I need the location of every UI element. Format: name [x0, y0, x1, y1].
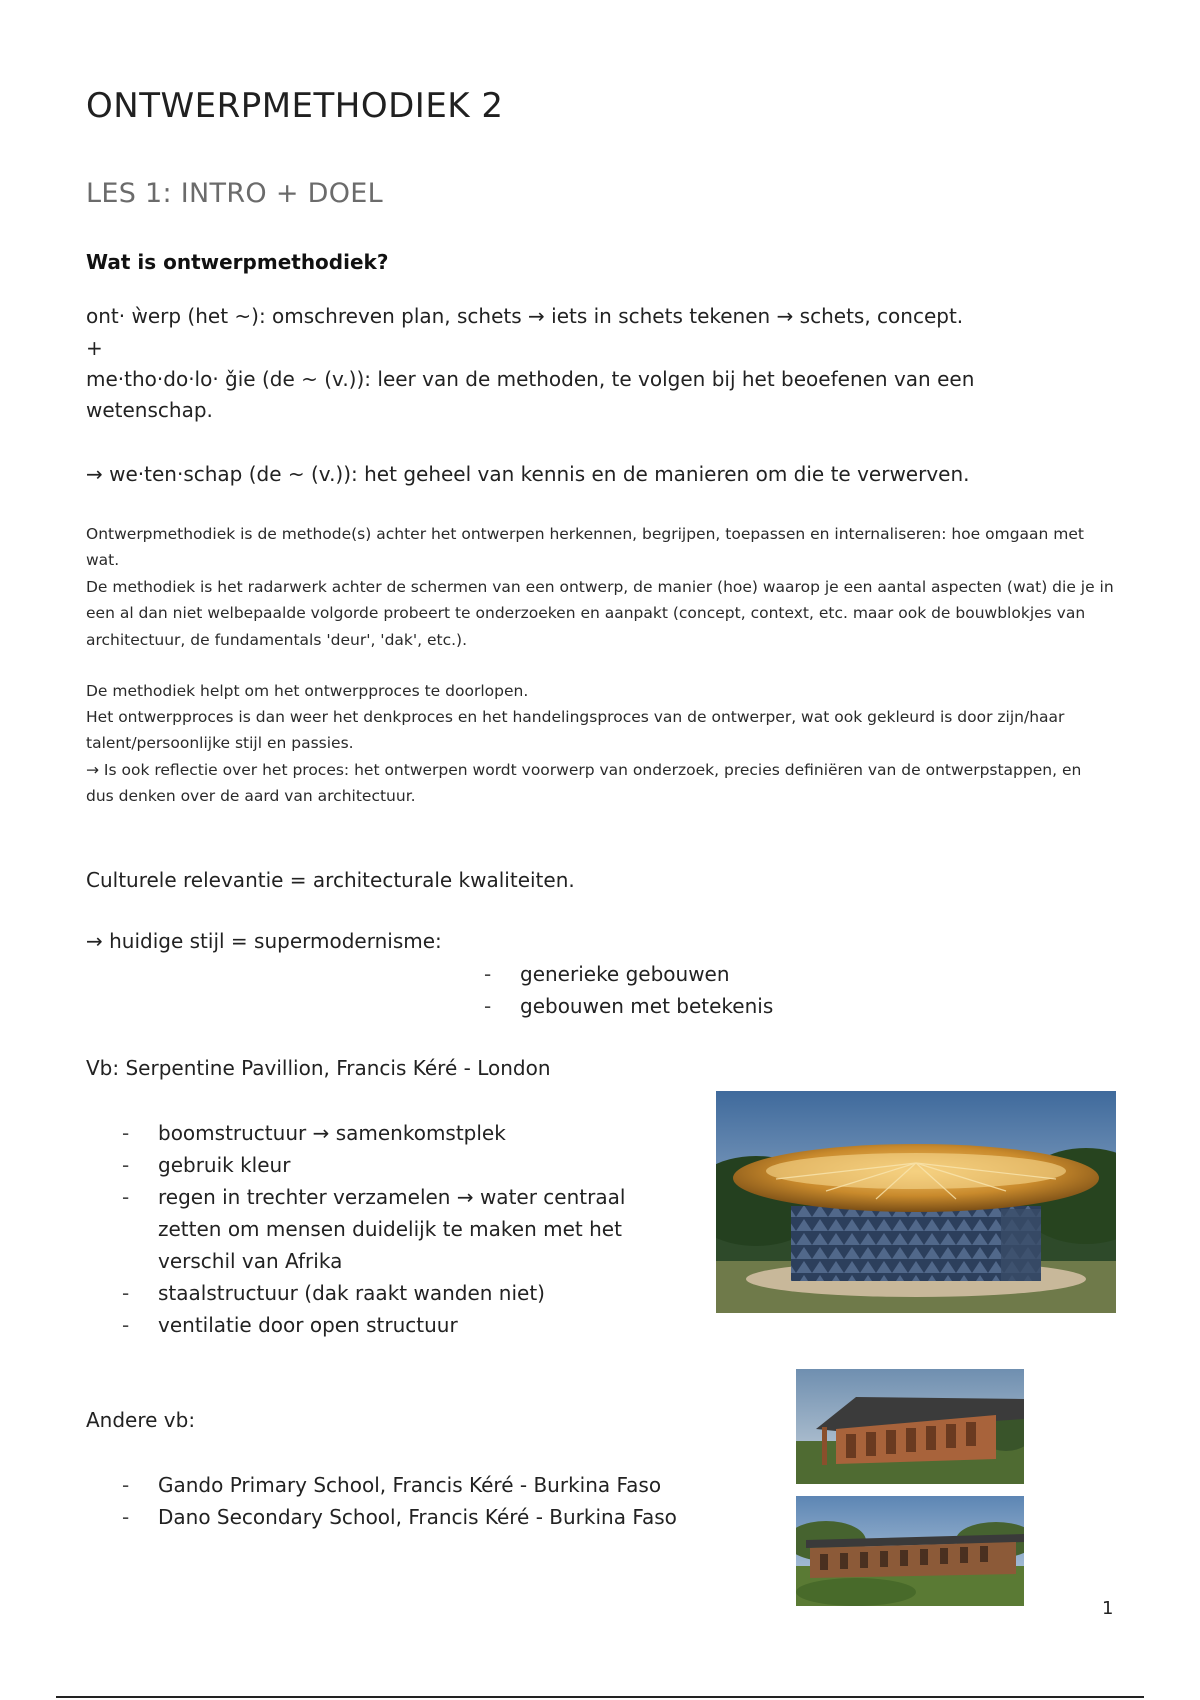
list-item: - Gando Primary School, Francis Kéré - Burkina Faso: [122, 1469, 742, 1501]
example-points-list: [122, 1117, 662, 1341]
list-item: - generieke gebouwen: [484, 958, 884, 990]
list-item: - Dano Secondary School, Francis Kéré - Burkina Faso: [122, 1501, 742, 1533]
definition-ontwerp: ont· ẁerp (het ~): omschreven plan, schets → iets in schets tekenen → schets, concept.: [86, 304, 964, 328]
dano-school-photo: [796, 1496, 1024, 1606]
definition-plus: +: [86, 336, 103, 360]
list-item: - ventilatie door open structuur: [122, 1309, 662, 1341]
page-title: ONTWERPMETHODIEK 2: [86, 86, 504, 126]
definition-wetenschap: → we·ten·schap (de ~ (v.)): het geheel van kennis en de manieren om die te verwerven.: [86, 462, 970, 486]
list-item: - staalstructuur (dak raakt wanden niet): [122, 1277, 662, 1309]
section-question: Wat is ontwerpmethodiek?: [86, 250, 389, 274]
gando-school-photo: [796, 1369, 1024, 1484]
huidige-stijl: → huidige stijl = supermodernisme:: [86, 929, 442, 953]
other-examples-list: [122, 1469, 742, 1533]
paragraph-denkproces: Het ontwerpproces is dan weer het denkproces en het handelingsproces van de ontwerper, wat ook gekleurd is door zijn/haar talent/persoonlijke stijl en passies.: [86, 708, 1065, 753]
paragraph-ontwerpproces-doorlopen: De methodiek helpt om het ontwerpproces te doorlopen.: [86, 682, 529, 700]
serpentine-pavilion-photo: [716, 1091, 1116, 1313]
example-title: Vb: Serpentine Pavillion, Francis Kéré - London: [86, 1056, 551, 1080]
stijl-list: [484, 958, 884, 1022]
paragraph-reflectie: → Is ook reflectie over het proces: het ontwerpen wordt voorwerp van onderzoek, precies definiëren van de ontwerpstappen, en dus denken over de aard van architectuur.: [86, 761, 1082, 806]
page-number: 1: [1102, 1598, 1114, 1619]
paragraph-ontwerpmethodiek: Ontwerpmethodiek is de methode(s) achter het ontwerpen herkennen, begrijpen, toepassen en internaliseren: hoe omgaan met wat.: [86, 525, 1084, 570]
list-item: - boomstructuur → samenkomstplek: [122, 1117, 662, 1149]
list-item: - gebruik kleur: [122, 1149, 662, 1181]
definition-methodologie: me·tho·do·lo· ǧie (de ~ (v.)): leer van de methoden, te volgen bij het beoefenen van een wetenschap.: [86, 367, 975, 422]
other-examples-title: Andere vb:: [86, 1408, 196, 1432]
footer-divider: [56, 1696, 1144, 1698]
list-item: - gebouwen met betekenis: [484, 990, 884, 1022]
paragraph-radarwerk: De methodiek is het radarwerk achter de schermen van een ontwerp, de manier (hoe) waarop je een aantal aspecten (wat) die je in een al dan niet welbepaalde volgorde probeert te onderzoeken en aanpakt (concept, context, etc. maar ook de bouwblokjes van architectuur, de fundamentals 'deur', 'dak', etc.).: [86, 578, 1114, 649]
lesson-title: LES 1: INTRO + DOEL: [86, 178, 383, 209]
culturele-relevantie: Culturele relevantie = architecturale kwaliteiten.: [86, 868, 575, 892]
list-item: - regen in trechter verzamelen → water centraal zetten om mensen duidelijk te maken met het verschil van Afrika: [122, 1181, 662, 1277]
